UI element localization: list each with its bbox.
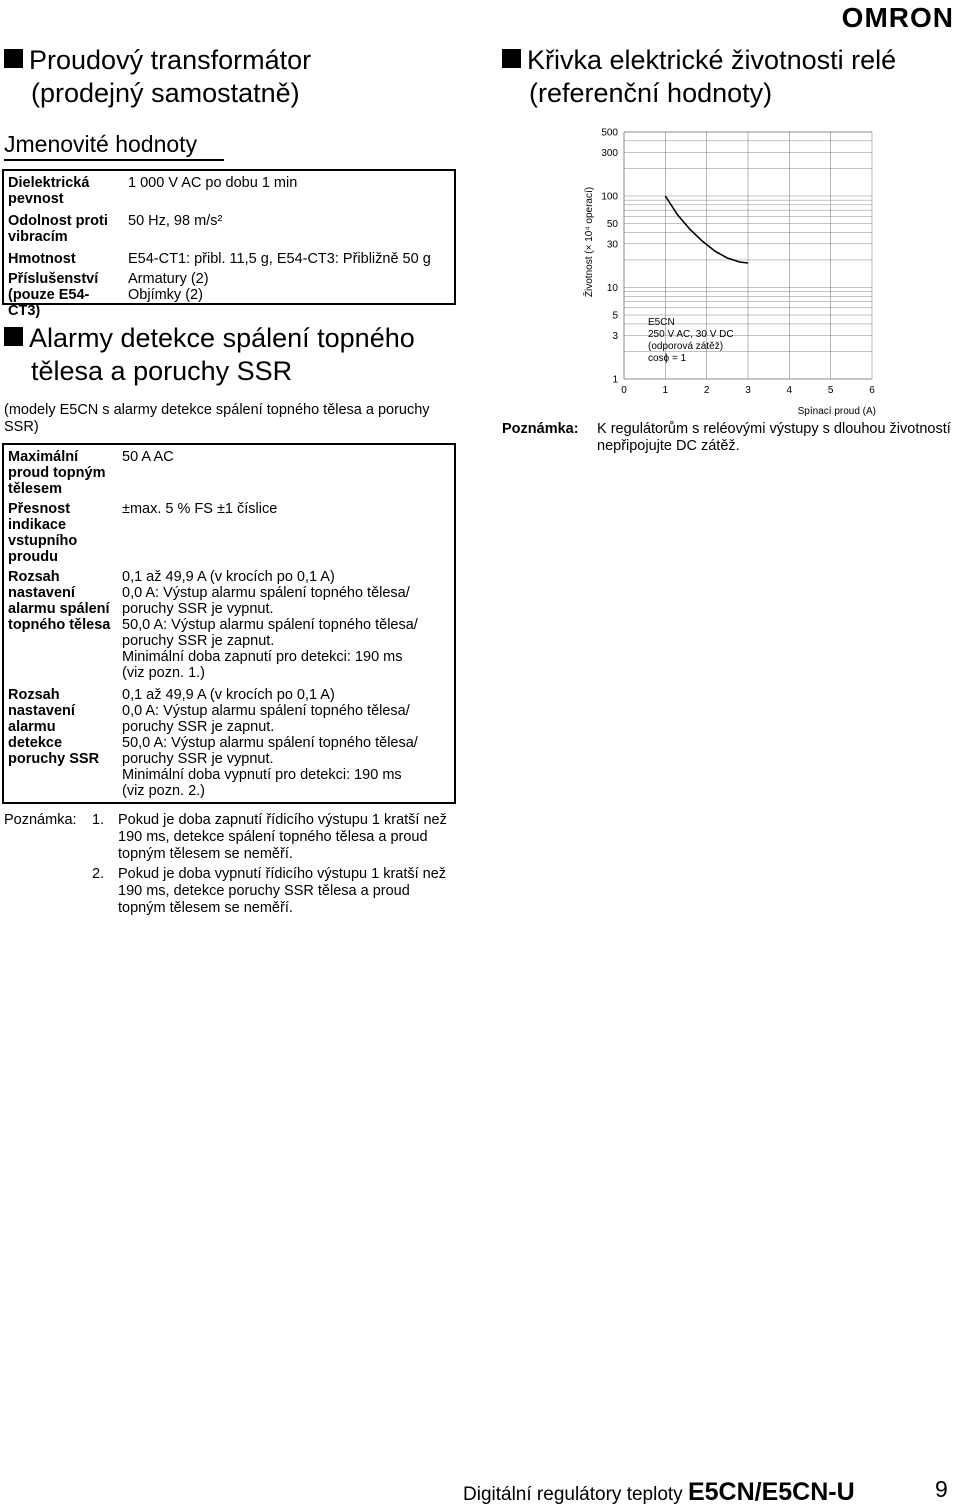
chart-annotation-3: (odporová zátěž) bbox=[648, 341, 724, 352]
x-tick-label: 2 bbox=[703, 385, 710, 396]
table-row: Příslušenství (pouze E54-CT3) Armatury (2) Objímky (2) bbox=[8, 271, 209, 319]
y-axis-label: Životnost (× 10⁴ operací) bbox=[584, 186, 595, 298]
right-note: Poznámka: K regulátorům s reléovými výstupy s dlouhou životností nepřipojujte DC zátěž. bbox=[502, 421, 951, 454]
section-title-alarms: Alarmy detekce spálení topného tělesa a poruchy SSR bbox=[4, 322, 415, 388]
x-axis-label: Spínací proud (A) bbox=[797, 406, 876, 417]
bullet-square-icon bbox=[4, 49, 23, 68]
table-row: Hmotnost E54-CT1: přibl. 11,5 g, E54-CT3: Přibližně 50 g bbox=[8, 251, 431, 267]
x-tick-labels bbox=[621, 385, 875, 396]
y-tick-label: 100 bbox=[601, 191, 618, 203]
note-item: Poznámka: 1. Pokud je doba zapnutí řídicího výstupu 1 kratší než 190 ms, detekce spálení topného tělesa a proud topným tělesem se neměří. bbox=[4, 812, 447, 862]
y-tick-labels bbox=[601, 128, 618, 386]
alarms-table bbox=[2, 443, 456, 804]
chart-annotation-4: cosϕ = 1 bbox=[648, 353, 687, 364]
omron-logo: OMRON bbox=[841, 2, 954, 33]
bullet-square-icon bbox=[4, 327, 23, 346]
y-tick-label: 5 bbox=[612, 310, 618, 322]
y-tick-label: 30 bbox=[606, 239, 618, 251]
x-tick-label: 0 bbox=[621, 385, 627, 396]
section2-intro: (modely E5CN s alarmy detekce spálení topného tělesa a poruchy SSR) bbox=[4, 402, 430, 435]
section-title-current-transformer: Proudový transformátor (prodejný samostatně) bbox=[4, 44, 311, 110]
y-tick-label: 300 bbox=[601, 147, 618, 159]
y-tick-label: 50 bbox=[606, 219, 618, 231]
y-tick-label: 1 bbox=[612, 374, 618, 386]
bullet-square-icon bbox=[502, 49, 521, 68]
table-row: Dielektrická pevnost 1 000 V AC po dobu 1 min bbox=[8, 175, 298, 207]
footer-title: Digitální regulátory teploty E5CN/E5CN-U bbox=[463, 1478, 855, 1506]
x-tick-label: 4 bbox=[786, 385, 793, 396]
y-tick-label: 3 bbox=[612, 330, 618, 342]
table-row: Přesnost indikace vstupního proudu ±max. 5 % FS ±1 číslice bbox=[8, 501, 278, 565]
x-tick-label: 3 bbox=[745, 385, 751, 396]
chart-annotation-1: E5CN bbox=[648, 317, 675, 328]
note-item: 2. Pokud je doba vypnutí řídicího výstupu 1 kratší než 190 ms, detekce poruchy SSR tělesa a proud topným tělesem se neměří. bbox=[92, 866, 447, 916]
x-tick-label: 5 bbox=[827, 385, 834, 396]
relay-life-chart bbox=[578, 120, 960, 420]
section-title-relay-life: Křivka elektrické životnosti relé (referenční hodnoty) bbox=[502, 44, 896, 110]
table-row: Rozsah nastavení alarmu spálení topného tělesa 0,1 až 49,9 A (v krocích po 0,1 A) 0,0 A: Výstup alarmu spálení topného tělesa/ poruchy SSR je vypnut. 50,0 A: Výstup alarmu spálení topného tělesa/ poruchy SSR je zapnut. Minimální doba zapnutí pro detekci: 190 ms (viz pozn. 1.) bbox=[8, 569, 418, 681]
y-tick-label: 10 bbox=[606, 282, 618, 294]
table-row: Rozsah nastavení alarmu detekce poruchy SSR 0,1 až 49,9 A (v krocích po 0,1 A) 0,0 A: Výstup alarmu spálení topného tělesa/ poruchy SSR je zapnut. 50,0 A: Výstup alarmu spálení topného tělesa/ poruchy SSR je vypnut. Minimální doba vypnutí pro detekci: 190 ms (viz pozn. 2.) bbox=[8, 687, 418, 799]
notes-block bbox=[4, 812, 459, 920]
y-tick-label: 500 bbox=[601, 127, 618, 139]
x-tick-label: 1 bbox=[662, 385, 669, 396]
table-row: Odolnost proti vibracím 50 Hz, 98 m/s² bbox=[8, 213, 223, 245]
ratings-heading: Jmenovité hodnoty bbox=[4, 131, 224, 161]
chart-annotation-2: 250 V AC, 30 V DC bbox=[648, 329, 734, 340]
x-tick-label: 6 bbox=[869, 385, 875, 396]
ratings-table bbox=[2, 169, 456, 319]
footer-model: E5CN/E5CN-U bbox=[687, 1478, 855, 1506]
table-row: Maximální proud topným tělesem 50 A AC bbox=[8, 449, 174, 497]
page-number: 9 bbox=[935, 1476, 948, 1502]
